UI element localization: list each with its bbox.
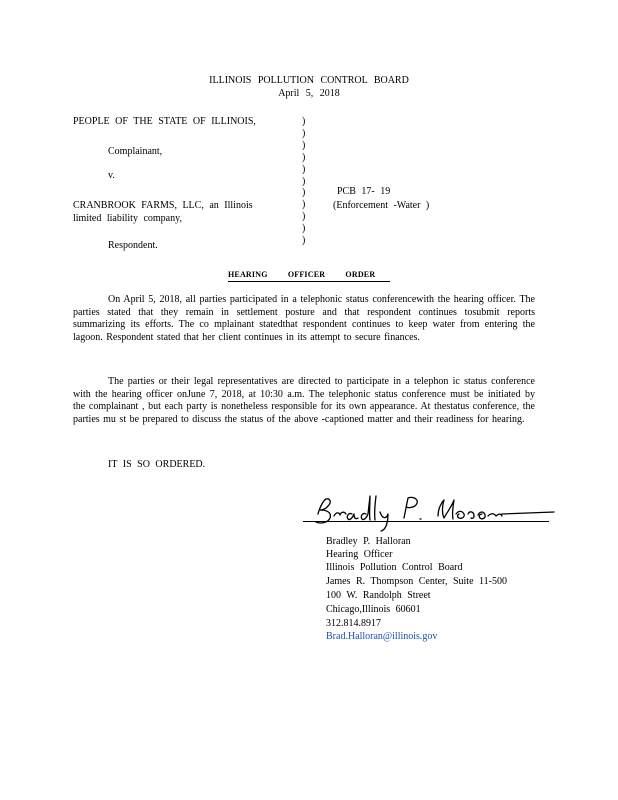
order-heading: HEARING OFFICER ORDER (228, 270, 390, 282)
body-paragraph-2: The parties or their legal representatives are directed to participate in a telephon ic status conference with the hearing officer onJune 7, 2018, at 10:30 a.m. The telephonic status conference must be initiated by the complainant , but each party is nonetheless responsible for its own appearance. At thestatus conference, the parties mu st be prepared to discuss the status of the above -captioned matter and their readiness for hearing. (73, 376, 535, 425)
caption-paren: ) (302, 199, 306, 211)
caption-paren: ) (302, 187, 306, 199)
caption-paren: ) (302, 223, 306, 235)
caption-paren: ) (302, 151, 306, 163)
signer-organization: Illinois Pollution Control Board (326, 562, 463, 573)
respondent-role: Respondent. (108, 240, 158, 251)
respondent-party-line2: limited liability company, (73, 213, 182, 224)
caption-paren: ) (302, 211, 306, 223)
versus-label: v. (108, 170, 115, 181)
caption-paren: ) (302, 163, 306, 175)
board-title: ILLINOIS POLLUTION CONTROL BOARD (209, 75, 409, 86)
phone-number: 312.814.8917 (326, 618, 381, 629)
complainant-party: PEOPLE OF THE STATE OF ILLINOIS, (73, 116, 256, 127)
signer-title: Hearing Officer (326, 549, 393, 560)
case-type: (Enforcement -Water ) (333, 200, 430, 211)
signature-line (303, 521, 549, 522)
case-number: PCB 17- 19 (337, 186, 391, 197)
caption-parentheses (302, 116, 305, 247)
closing-statement: IT IS SO ORDERED. (108, 459, 206, 470)
address-line1: James R. Thompson Center, Suite 11-500 (326, 576, 507, 587)
address-line2: 100 W. Randolph Street (326, 590, 431, 601)
respondent-party-line1: CRANBROOK FARMS, LLC, an Illinois (73, 200, 253, 211)
caption-paren: ) (302, 175, 306, 187)
caption-paren: ) (302, 139, 306, 151)
caption-paren: ) (302, 116, 306, 127)
signer-name: Bradley P. Halloran (326, 536, 411, 547)
body-paragraph-1: On April 5, 2018, all parties participated in a telephonic status conferencewith the hearing officer. The parties stated that they remain in settlement posture and that respondent continues tosubmit reports summarizing its efforts. The co mplainant statedthat respondent continues to keep water from entering the lagoon. Respondent stated that her client continues in its attempt to secure finances. (73, 294, 535, 343)
order-date: April 5, 2018 (278, 88, 340, 99)
address-city: Chicago,Illinois 60601 (326, 604, 421, 615)
caption-paren: ) (302, 127, 306, 139)
handwritten-signature (296, 492, 556, 532)
email-link[interactable]: Brad.Halloran@illinois.gov (326, 631, 438, 642)
caption-paren: ) (302, 235, 306, 247)
complainant-role: Complainant, (108, 146, 163, 157)
